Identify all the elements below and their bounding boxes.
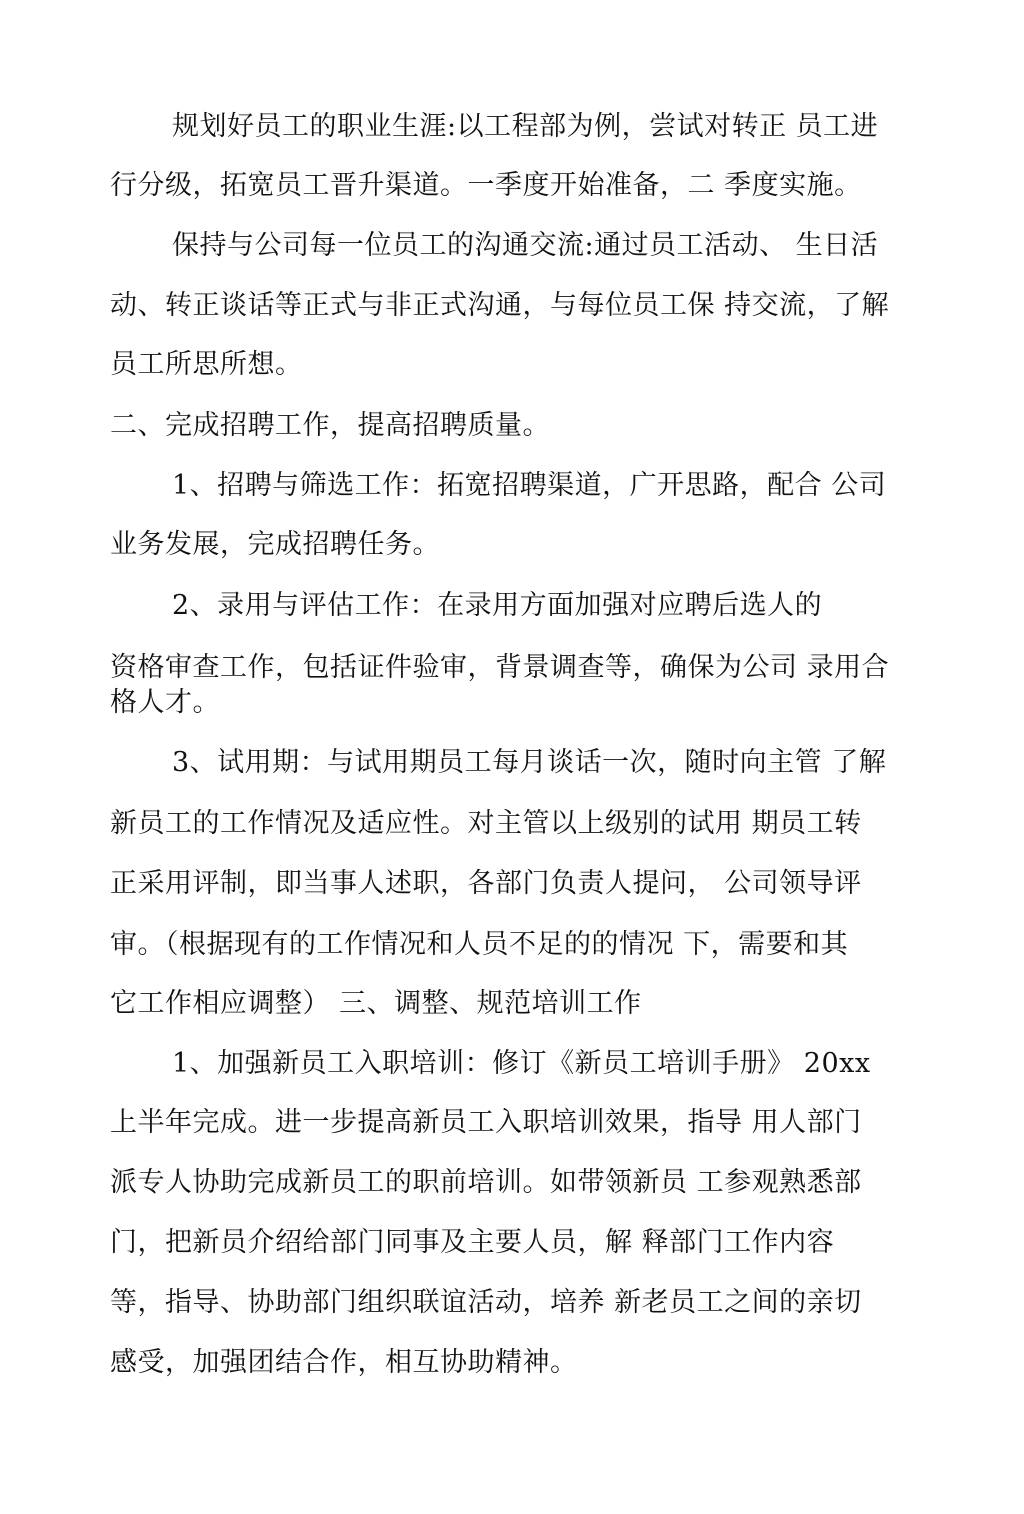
text-line: 等，指导、协助部门组织联谊活动，培养 新老员工之间的亲切: [110, 1287, 862, 1318]
text-line: 格人才。: [110, 687, 220, 718]
text-line: 员工所思所想。: [110, 349, 303, 380]
text-line: 它工作相应调整） 三、调整、规范培训工作: [110, 988, 642, 1019]
text-line: 行分级，拓宽员工晋升渠道。一季度开始准备，二 季度实施。: [110, 170, 862, 201]
text-line: 上半年完成。进一步提高新员工入职培训效果，指导 用人部门: [110, 1107, 862, 1138]
text-line: 2、录用与评估工作：在录用方面加强对应聘后选人的: [172, 590, 823, 621]
section-heading: 二、完成招聘工作，提高招聘质量。: [110, 410, 550, 441]
text-line: 保持与公司每一位员工的沟通交流:通过员工活动、 生日活: [172, 230, 879, 261]
text-line: 业务发展，完成招聘任务。: [110, 529, 440, 560]
text-line: 1、招聘与筛选工作：拓宽招聘渠道，广开思路，配合 公司: [172, 470, 887, 501]
text-line: 门，把新员介绍给部门同事及主要人员，解 释部门工作内容: [110, 1227, 835, 1258]
text-line: 资格审查工作，包括证件验审，背景调查等，确保为公司 录用合: [110, 652, 890, 683]
text-line: 新员工的工作情况及适应性。对主管以上级别的试用 期员工转: [110, 808, 862, 839]
text-line: 审。（根据现有的工作情况和人员不足的的情况 下，需要和其: [110, 929, 849, 960]
text-line: 动、转正谈话等正式与非正式沟通，与每位员工保 持交流，了解: [110, 290, 890, 321]
text-line: 正采用评制，即当事人述职，各部门负责人提问， 公司领导评: [110, 868, 862, 899]
text-line: 派专人协助完成新员工的职前培训。如带领新员 工参观熟悉部: [110, 1167, 862, 1198]
text-line: 1、加强新员工入职培训：修订《新员工培训手册》 20xx: [172, 1048, 871, 1079]
text-line: 规划好员工的职业生涯:以工程部为例，尝试对转正 员工进: [172, 111, 879, 142]
text-line: 3、试用期：与试用期员工每月谈话一次，随时向主管 了解: [172, 747, 887, 778]
text-line: 感受，加强团结合作，相互协助精神。: [110, 1347, 578, 1378]
